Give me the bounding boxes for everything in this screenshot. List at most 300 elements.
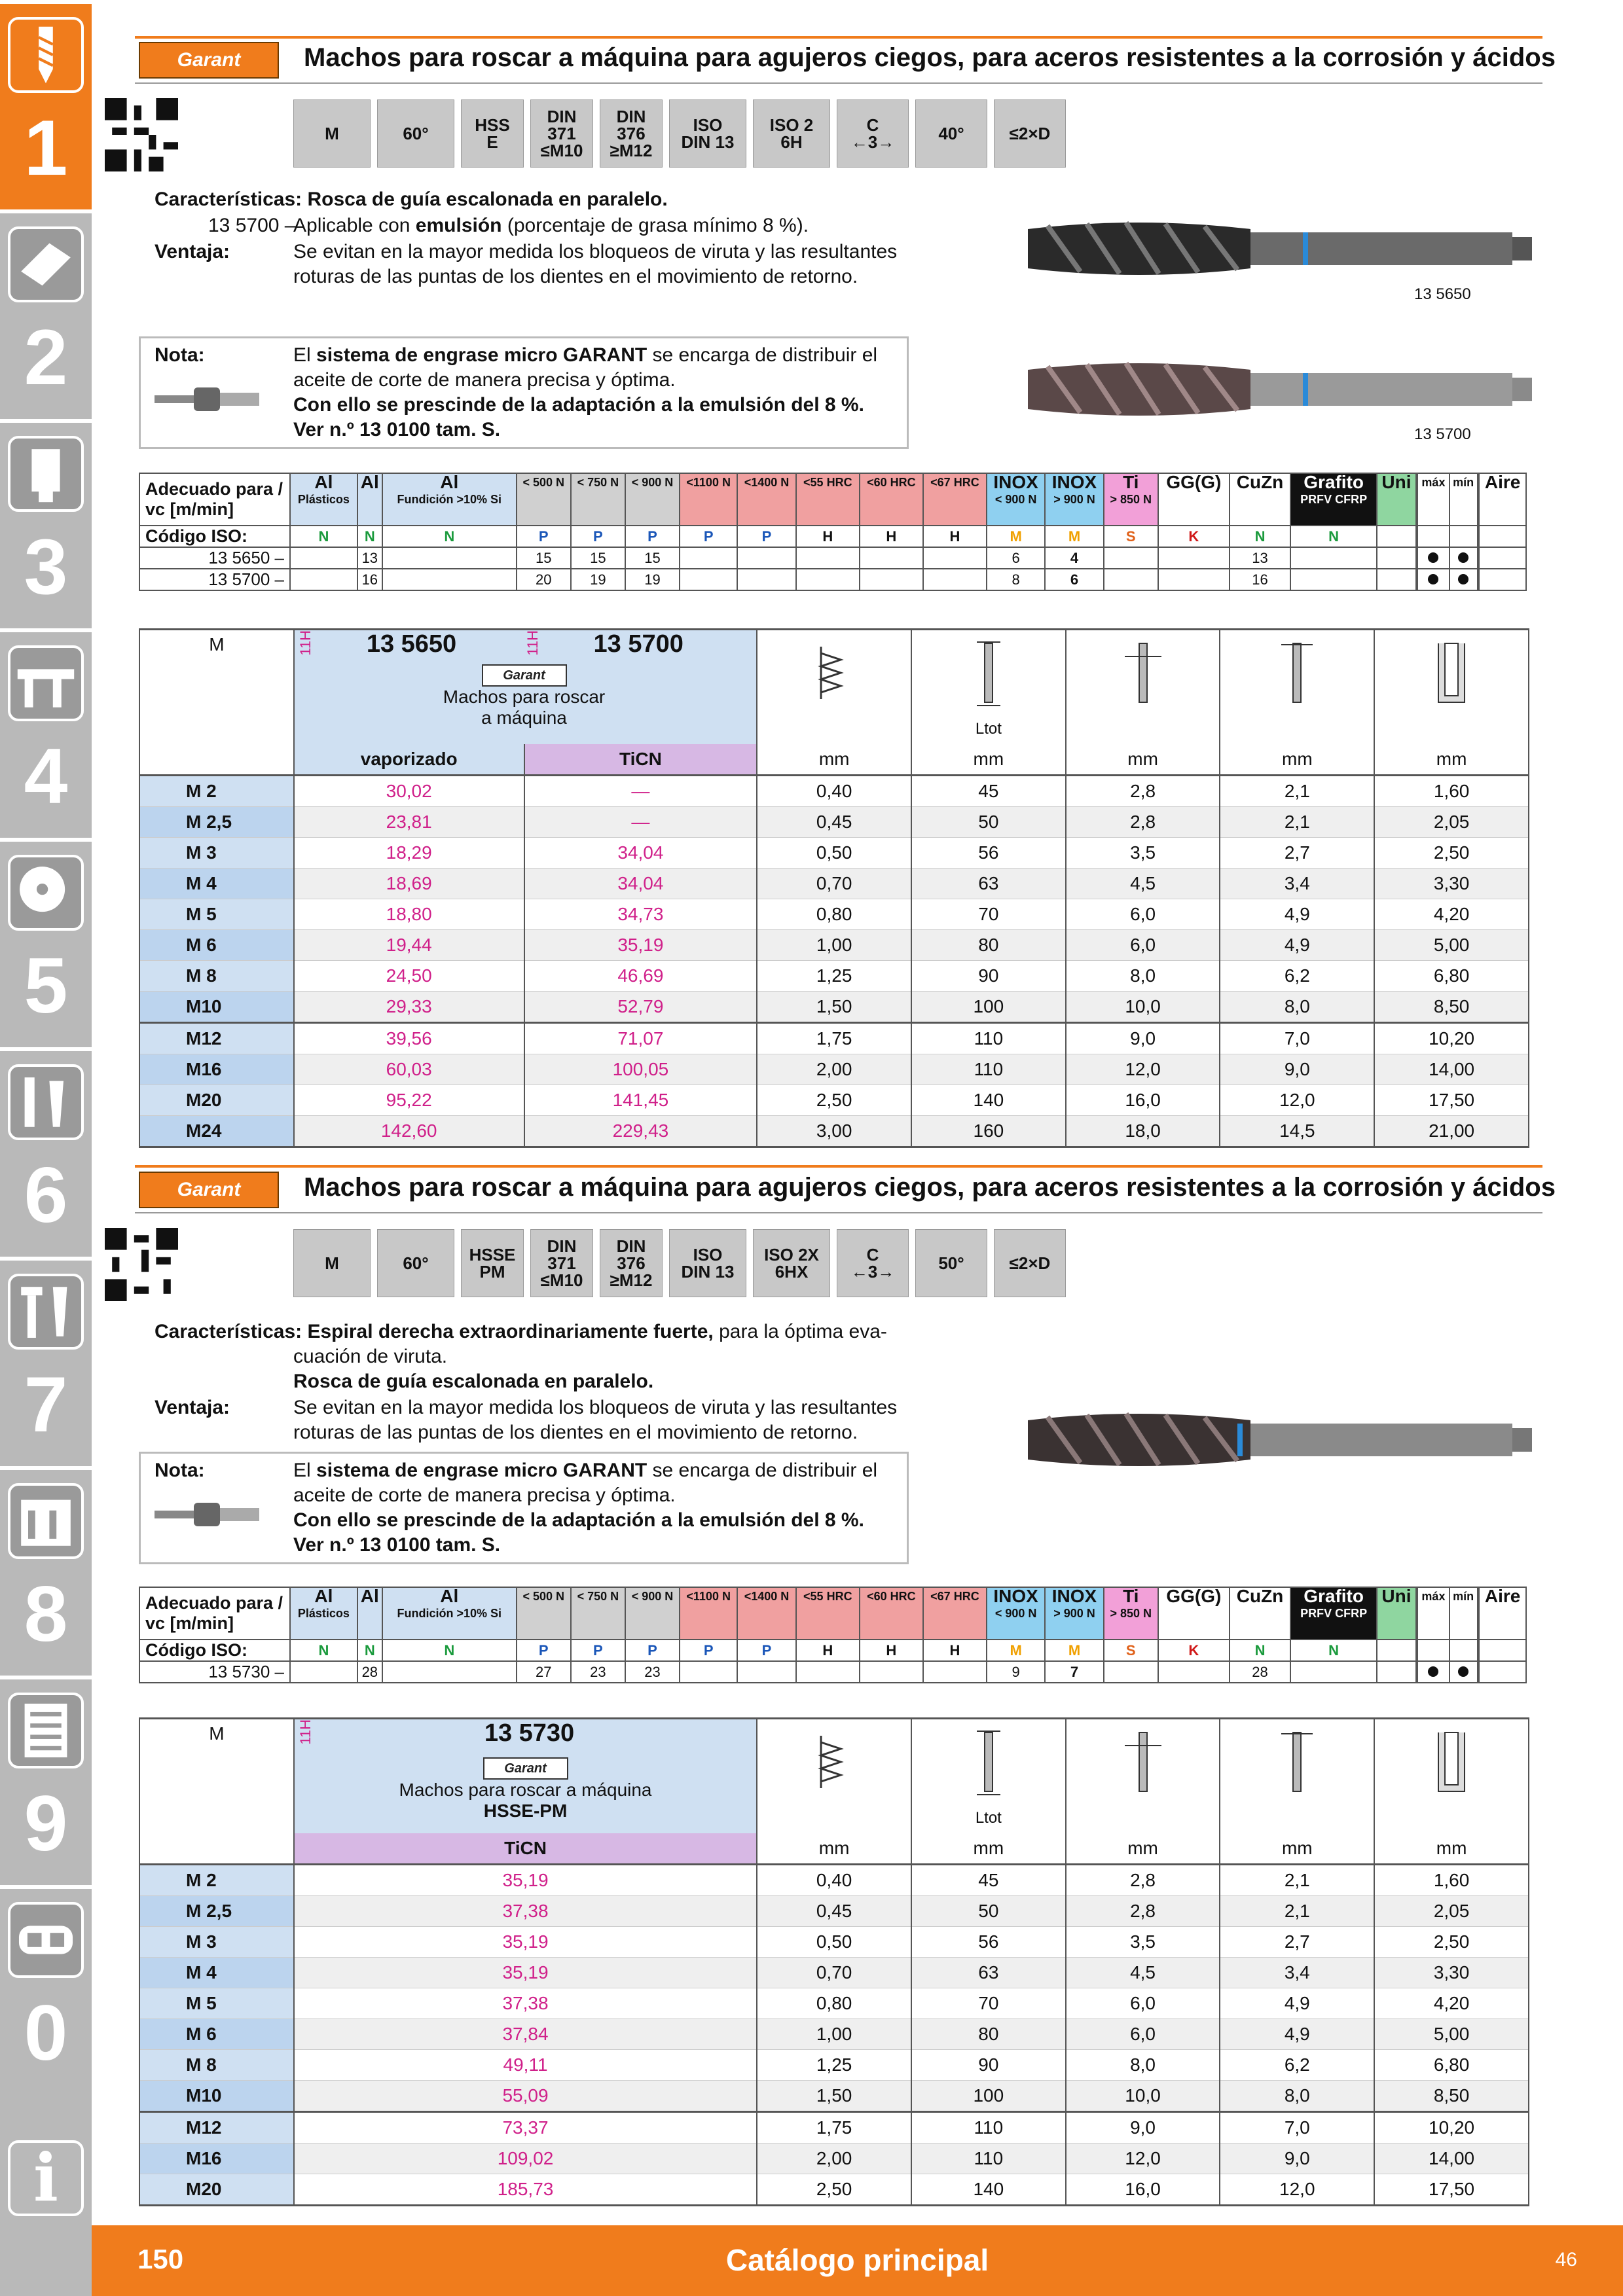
price-ticn[interactable]: 100,05 (524, 1054, 757, 1085)
cutting-speed-cell (680, 547, 737, 569)
garant-logo: Garant (139, 42, 279, 79)
cutting-speed-cell (737, 547, 795, 569)
garant-logo: Garant (139, 1172, 279, 1208)
core-drill: 4,20 (1374, 1988, 1529, 2019)
chapter-tab-6[interactable]: 6 (0, 1047, 92, 1261)
cutting-speed-cell (1158, 1661, 1230, 1683)
suit-col-14 (1158, 473, 1230, 526)
thread-size: M20 (139, 1085, 294, 1116)
core-drill: 17,50 (1374, 1085, 1529, 1116)
chapter-tab-3[interactable]: 3 (0, 419, 92, 632)
table-row (139, 2050, 1529, 2081)
core-drill: 8,50 (1374, 2081, 1529, 2112)
core-drill: 3,30 (1374, 1958, 1529, 1988)
price-ticn[interactable]: 35,19 (294, 1958, 757, 1988)
cutting-speed-cell (290, 547, 357, 569)
spec-icon-text: C (866, 115, 879, 135)
spec-icon-4 (600, 99, 663, 168)
grinding-disc-icon (8, 855, 84, 931)
core-drill: 1,60 (1374, 1865, 1529, 1896)
total-length-icon (976, 637, 1002, 715)
cutting-speed-cell (923, 547, 987, 569)
spec-icon-text: 371 (547, 124, 576, 143)
spec-icon-text: 60° (403, 1253, 429, 1273)
thread-size: M 3 (139, 838, 294, 869)
suit-col-1 (357, 1587, 382, 1640)
suit-col-title: CuZn (1236, 472, 1284, 492)
thread-size: M10 (139, 2081, 294, 2112)
suit-col-9 (860, 1587, 923, 1640)
core-drill: 6,80 (1374, 2050, 1529, 2081)
spec-icon-text: DIN 13 (681, 1262, 735, 1282)
iso-code-cell (1417, 526, 1449, 547)
coating-right: TiCN (524, 744, 757, 776)
square-size: 2,1 (1220, 1896, 1374, 1927)
chapter-tab-1[interactable]: 1 (0, 0, 92, 213)
suit-col-sub: > 900 N (1053, 1607, 1095, 1620)
total-length: 90 (911, 961, 1066, 992)
spec-icon-3 (530, 99, 593, 168)
thread-profile-icon (814, 1732, 854, 1791)
cutting-speed-cell (860, 547, 923, 569)
iso-code-cell: N (1290, 1640, 1377, 1661)
chapter-tab-7[interactable]: 7 (0, 1257, 92, 1470)
suit-col-title: INOX (1051, 1586, 1097, 1606)
core-hole-icon (1432, 1726, 1471, 1804)
cutting-speed-cell (1290, 1661, 1377, 1683)
caract-label: Características: (155, 188, 302, 210)
table-row (139, 2019, 1529, 2050)
total-length: 45 (911, 776, 1066, 807)
table-row (139, 992, 1529, 1023)
suit-col-title: CuZn (1236, 1586, 1284, 1606)
suit-col-sub: > 900 N (1053, 493, 1095, 506)
spec-icon-text: 40° (938, 124, 964, 143)
iso-code-cell: K (1158, 526, 1230, 547)
spec-icon-5 (669, 1229, 746, 1297)
spec-icon-2 (461, 1229, 524, 1297)
nota-bold: sistema de engrase micro GARANT (316, 1460, 647, 1481)
suit-col-10 (923, 1587, 987, 1640)
price-ticn[interactable]: 185,73 (294, 2174, 757, 2206)
iso-code-cell: H (796, 526, 860, 547)
suit-col-title: Al (314, 1586, 333, 1606)
pitch: 2,00 (757, 1054, 911, 1085)
suit-label-2: vc [m/min] (145, 499, 234, 519)
cutting-speed-cell (1290, 569, 1377, 590)
cutting-speed-cell (737, 569, 795, 590)
suit-col-sub: Plásticos (297, 1607, 350, 1620)
price-ticn[interactable]: 35,19 (294, 1865, 757, 1896)
square-size: 7,0 (1220, 1023, 1374, 1054)
bullet-icon (1428, 552, 1438, 563)
spec-icon-text: M (325, 1253, 339, 1273)
suit-col-1 (357, 473, 382, 526)
cutting-speed-cell (1290, 547, 1377, 569)
price-vaporizado[interactable]: 95,22 (294, 1085, 524, 1116)
shank-diameter: 12,0 (1066, 2144, 1220, 2174)
square-size: 7,0 (1220, 2112, 1374, 2144)
chapter-tab-4[interactable]: 4 (0, 628, 92, 842)
suit-col-title: Al (314, 472, 333, 492)
suit-col-8 (796, 1587, 860, 1640)
spec-icon-0 (293, 99, 371, 168)
coating-left: vaporizado (294, 744, 524, 776)
coating: TiCN (294, 1833, 757, 1865)
square-size-icon (1277, 637, 1317, 715)
price-vaporizado[interactable]: 18,69 (294, 869, 524, 899)
iso-code-cell: P (737, 526, 795, 547)
nota-label: Nota: (155, 1460, 205, 1481)
table-row (139, 1054, 1529, 1085)
price-ticn[interactable]: 34,04 (524, 838, 757, 869)
price-vaporizado[interactable]: 18,29 (294, 838, 524, 869)
ventaja-line-2: roturas de las puntas de los dientes en el movimiento de retorno. (293, 1422, 858, 1443)
pitch: 2,00 (757, 2144, 911, 2174)
dimensions-price-table (139, 628, 1529, 1148)
tolerance-label: 11H (297, 1719, 314, 1745)
cutting-speed-cell: 19 (625, 569, 680, 590)
shank-diameter: 3,5 (1066, 838, 1220, 869)
table-row (139, 1085, 1529, 1116)
price-ticn[interactable]: 35,19 (294, 1927, 757, 1958)
garant-logo-small: Garant (482, 664, 567, 687)
cutting-speed-cell (860, 1661, 923, 1683)
spec-icon-text: E (486, 132, 498, 152)
cutting-speed-cell (1377, 1661, 1416, 1683)
suit-col-17 (1377, 1587, 1416, 1640)
price-ticn[interactable]: — (524, 776, 757, 807)
price-vaporizado[interactable]: 18,80 (294, 899, 524, 930)
price-ticn[interactable]: 37,38 (294, 1988, 757, 2019)
qr-code-icon[interactable] (105, 98, 178, 171)
tap-image-13-5650 (1028, 209, 1539, 288)
cutting-speed-cell (923, 569, 987, 590)
suit-col-sub: <1400 N (744, 1590, 790, 1603)
cutting-speed-cell (680, 569, 737, 590)
total-length: 160 (911, 1116, 1066, 1147)
suit-col-sub: <55 HRC (803, 1590, 852, 1603)
price-vaporizado[interactable]: 19,44 (294, 930, 524, 961)
thread-profile-icon (814, 643, 854, 702)
price-ticn[interactable]: 229,43 (524, 1116, 757, 1147)
suit-col-title: Aire (1484, 472, 1521, 492)
spec-icon-text: DIN (616, 107, 646, 126)
suit-col-title: INOX (1051, 472, 1097, 492)
suit-col-sub: mín (1453, 476, 1474, 489)
img2-code: 13 5700 (1414, 425, 1471, 443)
unit-mm: mm (1374, 1833, 1529, 1865)
price-vaporizado[interactable]: 30,02 (294, 776, 524, 807)
nota-post: se encarga de distribuir el (647, 1460, 878, 1481)
suit-col-10 (923, 473, 987, 526)
cutting-speed-cell: 23 (571, 1661, 625, 1683)
suit-col-13 (1104, 1587, 1158, 1640)
price-ticn[interactable]: — (524, 807, 757, 838)
thread-size: M12 (139, 1023, 294, 1054)
price-ticn[interactable]: 55,09 (294, 2081, 757, 2112)
price-ticn[interactable]: 37,38 (294, 1896, 757, 1927)
suit-col-title: INOX (993, 472, 1038, 492)
shank-diameter: 3,5 (1066, 1927, 1220, 1958)
square-size: 6,2 (1220, 2050, 1374, 2081)
iso-label: Código ISO: (139, 1640, 290, 1661)
header-rule (135, 1165, 1542, 1168)
shank-diameter: 6,0 (1066, 899, 1220, 930)
shank-diameter: 8,0 (1066, 2050, 1220, 2081)
cutting-speed-cell (1479, 547, 1526, 569)
qr-code-icon[interactable] (105, 1228, 178, 1301)
total-length: 56 (911, 1927, 1066, 1958)
price-ticn[interactable]: 52,79 (524, 992, 757, 1023)
total-length: 140 (911, 2174, 1066, 2206)
suit-col-7 (737, 473, 795, 526)
iso-code-cell: N (357, 526, 382, 547)
pitch: 0,70 (757, 1958, 911, 1988)
total-length: 110 (911, 1054, 1066, 1085)
shank-diameter: 9,0 (1066, 1023, 1220, 1054)
info-icon[interactable]: i (8, 2140, 84, 2216)
shank-diameter: 2,8 (1066, 776, 1220, 807)
suit-col-15 (1230, 1587, 1290, 1640)
chapter-tab-5[interactable]: 5 (0, 838, 92, 1051)
coolant-bullet (1450, 569, 1478, 590)
code-note-code: 13 5700 – (208, 215, 296, 236)
nota-line-4: Ver n.º 13 0100 tam. S. (293, 1534, 501, 1556)
total-length: 80 (911, 930, 1066, 961)
iso-code-cell: M (987, 1640, 1045, 1661)
price-vaporizado[interactable]: 29,33 (294, 992, 524, 1023)
suit-col-sub: < 500 N (522, 1590, 565, 1603)
chapter-tab-9[interactable]: 9 (0, 1676, 92, 1889)
suit-col-title: INOX (993, 1586, 1038, 1606)
spec-icon-text: DIN (547, 107, 577, 126)
core-drill: 2,05 (1374, 1896, 1529, 1927)
table-row (139, 930, 1529, 961)
ventaja-line-1: Se evitan en la mayor medida los bloqueos de viruta y las resultantes (293, 241, 898, 262)
suit-col-5 (625, 473, 680, 526)
square-size: 8,0 (1220, 2081, 1374, 2112)
total-length: 70 (911, 1988, 1066, 2019)
iso-code-cell: P (680, 1640, 737, 1661)
suit-col-9 (860, 473, 923, 526)
iso-code-cell: S (1104, 1640, 1158, 1661)
price-vaporizado[interactable]: 142,60 (294, 1116, 524, 1147)
suit-col-8 (796, 473, 860, 526)
dimensions-price-table (139, 1717, 1529, 2206)
total-length: 45 (911, 1865, 1066, 1896)
code-note-bold: emulsión (415, 215, 502, 236)
shank-diameter-icon (1123, 1726, 1163, 1804)
suit-col-3 (517, 1587, 571, 1640)
tolerance-label: 11H (524, 630, 541, 656)
coolant-bullet (1417, 547, 1449, 569)
chapter-tab-8[interactable]: 8 (0, 1466, 92, 1679)
cutting-speed-cell (1479, 569, 1526, 590)
suitability-table (139, 1587, 1527, 1683)
spec-icon-1 (377, 1229, 454, 1297)
tolerance-label: 11H (297, 630, 314, 656)
cutting-speed-cell: 19 (571, 569, 625, 590)
spec-icon-3 (530, 1229, 593, 1297)
iso-code-cell: N (357, 1640, 382, 1661)
suit-col-0 (290, 1587, 357, 1640)
suit-col-20 (1450, 473, 1478, 526)
price-ticn[interactable]: 71,07 (524, 1023, 757, 1054)
spec-icon-text: ISO (693, 1245, 723, 1265)
iso-code-cell: H (923, 526, 987, 547)
square-size: 3,4 (1220, 1958, 1374, 1988)
thread-size: M 4 (139, 869, 294, 899)
spec-icon-text: DIN (547, 1236, 577, 1256)
cutting-speed-cell: 13 (1230, 547, 1290, 569)
cutting-speed-cell: 28 (1230, 1661, 1290, 1683)
price-vaporizado[interactable]: 60,03 (294, 1054, 524, 1085)
iso-code-cell: N (382, 1640, 517, 1661)
suit-col-sub: PRFV CFRP (1300, 1607, 1368, 1620)
cabinet-icon (8, 1693, 84, 1768)
square-size: 3,4 (1220, 869, 1374, 899)
suit-col-11 (987, 1587, 1045, 1640)
drill-icon (8, 17, 84, 93)
cutting-speed-cell (860, 569, 923, 590)
total-length: 50 (911, 1896, 1066, 1927)
ventaja-label: Ventaja: (155, 1397, 230, 1418)
pitch: 1,00 (757, 930, 911, 961)
suit-col-sub: < 750 N (577, 476, 619, 489)
cutting-speed-cell (1104, 1661, 1158, 1683)
pitch: 1,75 (757, 1023, 911, 1054)
chapter-sidebar (0, 0, 92, 2296)
toolbox-icon (8, 1483, 84, 1559)
bullet-icon (1428, 574, 1438, 584)
nota-bold: sistema de engrase micro GARANT (316, 344, 647, 366)
pdf-page-number: 46 (1555, 2249, 1577, 2270)
iso-code-cell (1417, 1640, 1449, 1661)
suit-col-title: Al (360, 472, 379, 492)
price-vaporizado[interactable]: 24,50 (294, 961, 524, 992)
price-ticn[interactable]: 34,04 (524, 869, 757, 899)
core-drill: 5,00 (1374, 2019, 1529, 2050)
chapter-tab-0[interactable]: 0 (0, 1885, 92, 2098)
square-size: 2,7 (1220, 1927, 1374, 1958)
pliers-icon (8, 1274, 84, 1350)
square-size: 4,9 (1220, 930, 1374, 961)
table-row (139, 838, 1529, 869)
table-row (139, 1958, 1529, 1988)
table-row (139, 1927, 1529, 1958)
price-ticn[interactable]: 35,19 (524, 930, 757, 961)
price-ticn[interactable]: 37,84 (294, 2019, 757, 2050)
price-ticn[interactable]: 46,69 (524, 961, 757, 992)
suit-col-sub: Plásticos (297, 493, 350, 506)
price-ticn[interactable]: 109,02 (294, 2144, 757, 2174)
thread-size: M 5 (139, 1988, 294, 2019)
iso-code-cell: N (1290, 526, 1377, 547)
cutting-speed-cell (290, 569, 357, 590)
suit-col-14 (1158, 1587, 1230, 1640)
shank-diameter: 6,0 (1066, 930, 1220, 961)
suit-col-sub: máx (1421, 1590, 1446, 1603)
cutting-speed-cell (382, 569, 517, 590)
spec-icon-9 (994, 1229, 1066, 1297)
suit-col-sub: <67 HRC (930, 476, 979, 489)
caract-text: para la óptima eva- (713, 1321, 887, 1342)
spec-icon-text: 6H (780, 132, 803, 152)
ventaja-line-1: Se evitan en la mayor medida los bloqueos de viruta y las resultantes (293, 1397, 898, 1418)
price-ticn[interactable]: 49,11 (294, 2050, 757, 2081)
price-vaporizado[interactable]: 39,56 (294, 1023, 524, 1054)
price-ticn[interactable]: 73,37 (294, 2112, 757, 2144)
cutting-speed-cell: 23 (625, 1661, 680, 1683)
nota-pre: El (293, 344, 317, 366)
suit-col-title: Al (360, 1586, 379, 1606)
table-row (139, 1116, 1529, 1147)
spec-icon-text: ≥M12 (610, 141, 653, 160)
suit-col-sub: <60 HRC (867, 476, 916, 489)
bullet-icon (1428, 1666, 1438, 1677)
square-size: 14,5 (1220, 1116, 1374, 1147)
square-size: 2,1 (1220, 776, 1374, 807)
cutting-speed-cell (796, 569, 860, 590)
price-ticn[interactable]: 34,73 (524, 899, 757, 930)
chapter-tab-2[interactable]: 2 (0, 209, 92, 423)
price-vaporizado[interactable]: 23,81 (294, 807, 524, 838)
cutting-speed-cell (1104, 569, 1158, 590)
table-row (139, 1023, 1529, 1054)
suit-col-sub: < 900 N (994, 1607, 1037, 1620)
suit-col-sub: mín (1453, 1590, 1474, 1603)
suit-col-title: Grafito (1304, 472, 1364, 492)
pitch: 0,40 (757, 1865, 911, 1896)
iso-code-cell: N (1230, 526, 1290, 547)
shank-diameter-icon (1123, 637, 1163, 715)
unit-mm: mm (1066, 744, 1220, 776)
suit-col-13 (1104, 473, 1158, 526)
suit-col-sub: <55 HRC (803, 476, 852, 489)
square-size: 2,1 (1220, 807, 1374, 838)
caract-bold: Espiral derecha extraordinariamente fuerte, (307, 1321, 714, 1342)
header-rule (135, 36, 1542, 39)
pitch: 0,50 (757, 1927, 911, 1958)
table-row (139, 961, 1529, 992)
spec-icon-text: ←3→ (850, 1262, 895, 1282)
total-length: 90 (911, 2050, 1066, 2081)
core-drill: 1,60 (1374, 776, 1529, 807)
iso-code-cell (1377, 1640, 1416, 1661)
shank-diameter: 6,0 (1066, 1988, 1220, 2019)
cutting-speed-cell (1104, 547, 1158, 569)
product-desc-1: Machos para roscar a máquina (399, 1779, 652, 1800)
thread-size: M10 (139, 992, 294, 1023)
iso-code-cell: K (1158, 1640, 1230, 1661)
square-size: 9,0 (1220, 2144, 1374, 2174)
suit-col-sub: < 500 N (522, 476, 565, 489)
spec-icon-8 (915, 99, 987, 168)
table-row (139, 1988, 1529, 2019)
wrench-icon (8, 1064, 84, 1140)
spec-icon-text: ISO (693, 115, 723, 135)
iso-code-cell (1479, 526, 1526, 547)
shank-diameter: 6,0 (1066, 2019, 1220, 2050)
suit-col-title: Aire (1484, 1586, 1521, 1606)
suit-col-4 (571, 473, 625, 526)
iso-code-cell: M (987, 526, 1045, 547)
price-ticn[interactable]: 141,45 (524, 1085, 757, 1116)
spec-icon-5 (669, 99, 746, 168)
total-length: 110 (911, 2144, 1066, 2174)
thread-size: M16 (139, 1054, 294, 1085)
